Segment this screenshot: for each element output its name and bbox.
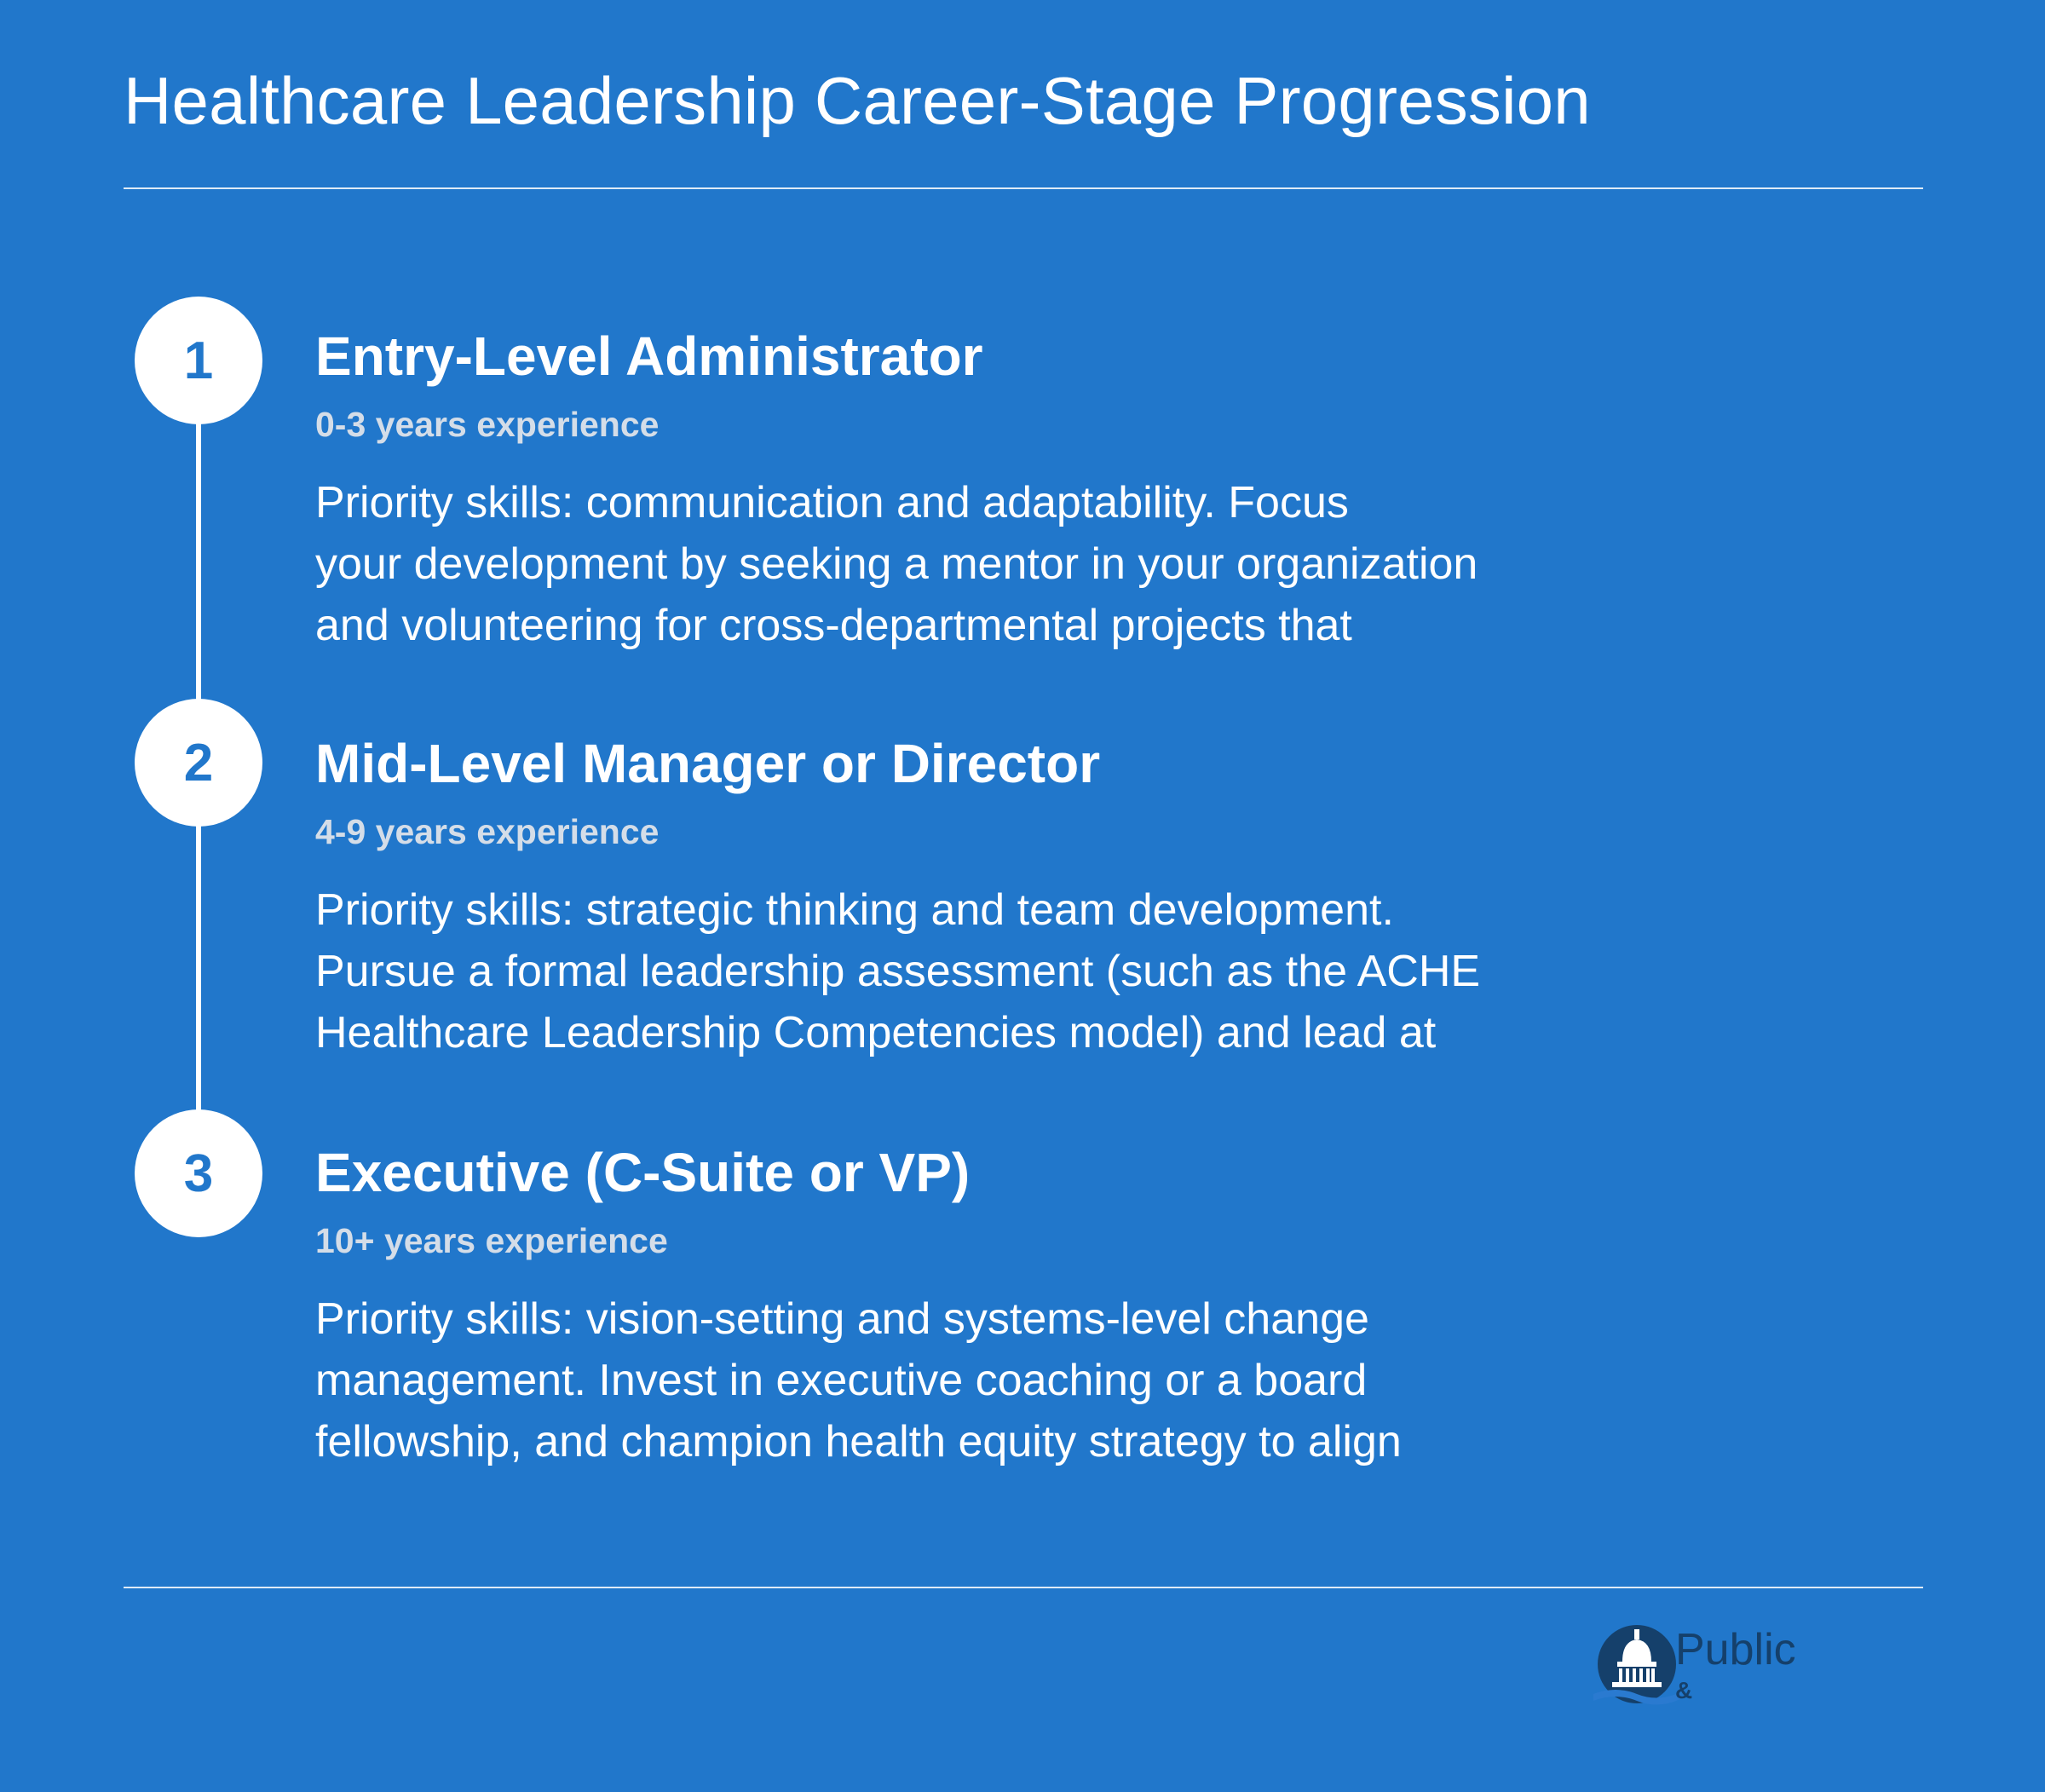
logo-subline	[1675, 1679, 1692, 1704]
stage-entry-level	[315, 322, 1645, 656]
description-line: Pursue a formal leadership assessment (such as the ACHE	[315, 947, 1481, 996]
description-line: management. Invest in executive coaching or a board	[315, 1356, 1368, 1405]
description-line: Priority skills: strategic thinking and team development.	[315, 885, 1394, 935]
title-divider	[124, 187, 1923, 189]
stage-title: Entry-Level Administrator	[315, 326, 983, 387]
stage-description	[315, 879, 1610, 1063]
step-number: 3	[183, 1144, 214, 1203]
stage-title: Mid-Level Manager or Director	[315, 733, 1101, 794]
description-line: and volunteering for cross-departmental projects that	[315, 601, 1352, 650]
stage-experience: 0-3 years experience	[315, 405, 660, 444]
stage-mid-level	[315, 729, 1645, 1063]
step-number: 2	[183, 733, 214, 792]
capitol-dome-icon	[1590, 1617, 1684, 1711]
logo-wordmark: Public	[1675, 1625, 1796, 1674]
description-line: fellowship, and champion health equity strategy to align	[315, 1417, 1402, 1466]
stage-description	[315, 1288, 1610, 1472]
footer-divider	[124, 1587, 1923, 1588]
step-number: 1	[183, 331, 214, 390]
page-title: Healthcare Leadership Career-Stage Progression	[124, 63, 1591, 138]
description-line: Healthcare Leadership Competencies model) and lead at	[315, 1008, 1437, 1057]
brand-logo	[1590, 1617, 1939, 1711]
step-number-circle-1	[135, 297, 262, 424]
step-number-circle-3	[135, 1109, 262, 1237]
stage-title: Executive (C-Suite or VP)	[315, 1142, 971, 1203]
description-line: Priority skills: vision-setting and systems-level change	[315, 1294, 1369, 1344]
stage-description	[315, 472, 1610, 656]
logo-ampersand: &	[1675, 1677, 1693, 1703]
description-line: your development by seeking a mentor in your organization	[315, 539, 1478, 589]
step-number-circle-2	[135, 699, 262, 827]
stage-executive	[315, 1138, 1645, 1472]
stage-experience: 10+ years experience	[315, 1221, 668, 1260]
stage-experience: 4-9 years experience	[315, 812, 660, 851]
description-line: Priority skills: communication and adaptability. Focus	[315, 478, 1349, 527]
